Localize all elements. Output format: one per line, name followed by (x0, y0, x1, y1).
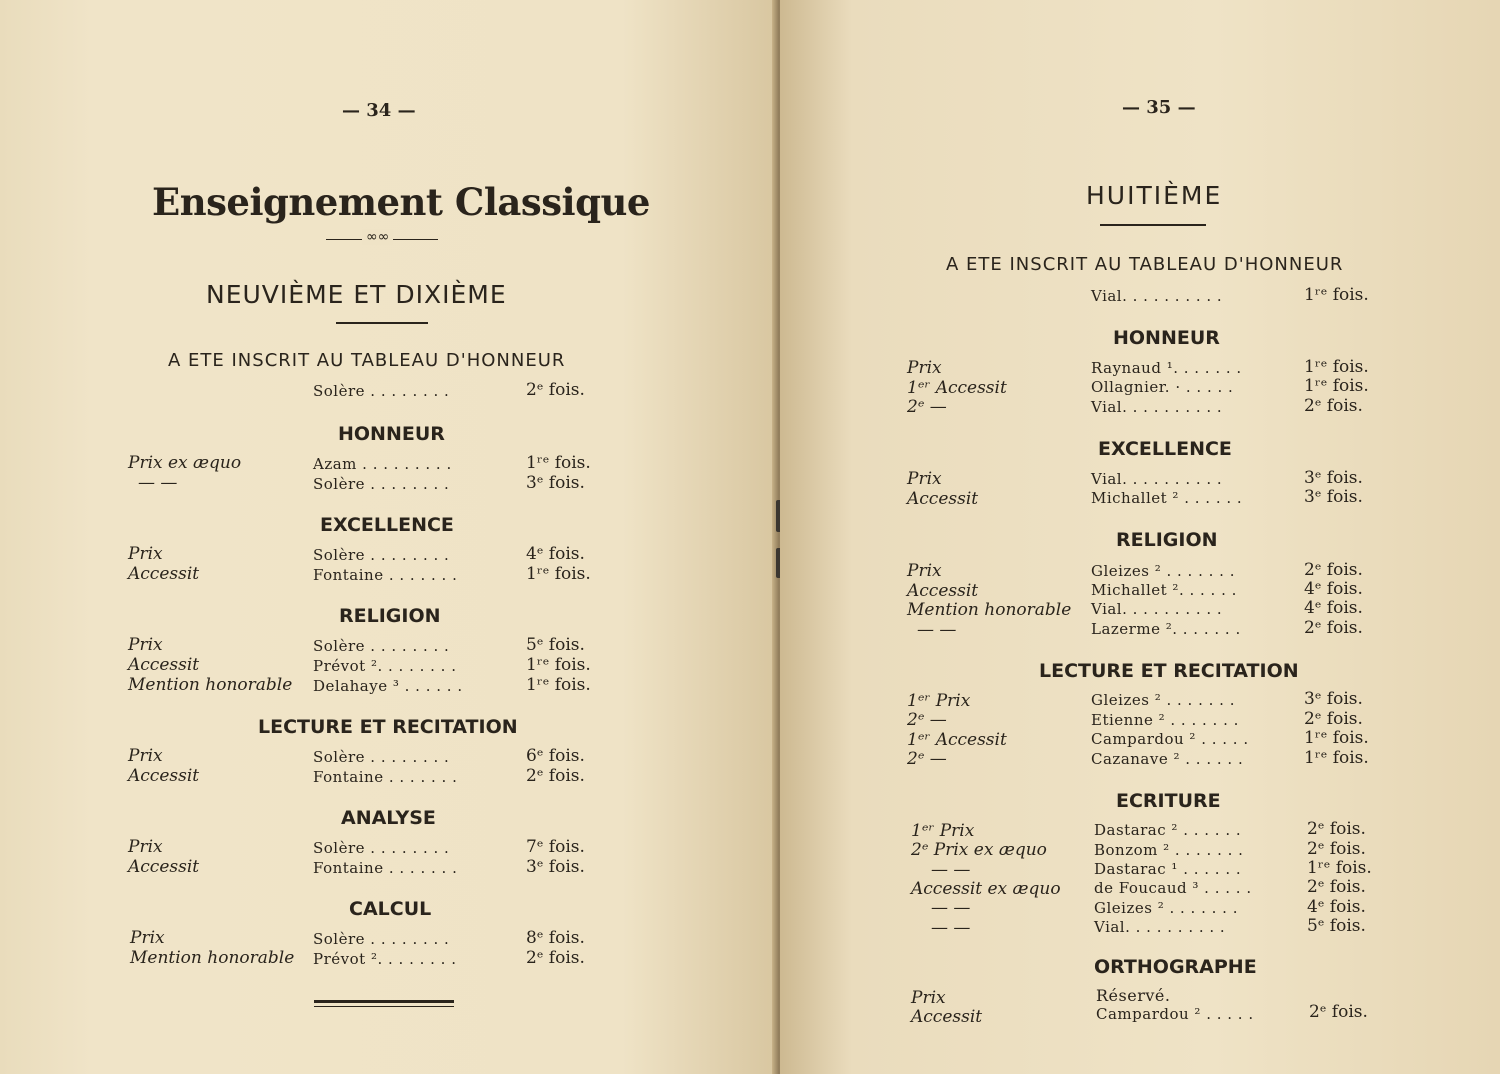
student-name: Fontaine . . . . . . . (313, 859, 458, 877)
student-name: Michallet ² . . . . . . (1091, 489, 1243, 507)
ornament-flourish: ∞∞ (362, 229, 393, 245)
award-label: 1ᵉʳ Accessit (907, 730, 1007, 750)
section-title: ECRITURE (1116, 790, 1221, 812)
award-label: Mention honorable (130, 948, 295, 968)
student-name: Campardou ² . . . . . (1096, 1005, 1254, 1023)
end-rule-thin (314, 1006, 454, 1007)
times-count: 1ʳᵉ fois. (1304, 748, 1369, 768)
award-label: Prix (907, 358, 942, 378)
times-count: 4ᵉ fois. (1307, 897, 1366, 917)
award-label: Prix (911, 988, 946, 1008)
award-label: — — (931, 898, 971, 918)
times-count: 2ᵉ fois. (1304, 709, 1363, 729)
student-name: Solère . . . . . . . . (313, 748, 450, 766)
times-count: 3ᵉ fois. (526, 857, 585, 877)
times-count: 2ᵉ fois. (1304, 396, 1363, 416)
heading-rule (1100, 224, 1206, 226)
award-label: Accessit (128, 766, 200, 786)
times-count: 2ᵉ fois. (1307, 877, 1366, 897)
award-label: — — (931, 918, 971, 938)
class-heading: NEUVIÈME ET DIXIÈME (206, 280, 507, 309)
student-name: Ollagnier. · . . . . . (1091, 378, 1234, 396)
student-name: Réservé. (1096, 986, 1171, 1005)
student-name: Vial. . . . . . . . . . (1094, 918, 1226, 936)
times-count: 3ᵉ fois. (1304, 487, 1363, 507)
award-label: Accessit (907, 489, 979, 509)
times-count: 1ʳᵉ fois. (1304, 728, 1369, 748)
award-label: — — (138, 473, 178, 493)
times-count: 1ʳᵉ fois. (526, 453, 591, 473)
tableau-text: A ETE INSCRIT AU TABLEAU D'HONNEUR (168, 350, 566, 371)
times-count: 2ᵉ fois. (1307, 839, 1366, 859)
award-label: Accessit ex æquo (911, 879, 1061, 899)
times-count: 2ᵉ fois. (526, 766, 585, 786)
student-name: Cazanave ² . . . . . . (1091, 750, 1244, 768)
award-label: 2ᵉ Prix ex æquo (911, 840, 1047, 860)
award-label: 2ᵉ — (907, 397, 947, 417)
student-name: Etienne ² . . . . . . . (1091, 711, 1239, 729)
page-title: Enseignement Classique (152, 180, 650, 224)
tableau-name: Solère . . . . . . . . (313, 382, 450, 400)
student-name: Fontaine . . . . . . . (313, 768, 458, 786)
student-name: Solère . . . . . . . . (313, 839, 450, 857)
times-count: 2ᵉ fois. (526, 948, 585, 968)
section-title: EXCELLENCE (1098, 438, 1232, 460)
award-label: 1ᵉʳ Prix (911, 821, 975, 841)
student-name: Solère . . . . . . . . (313, 546, 450, 564)
section-title: LECTURE ET RECITATION (1039, 660, 1299, 682)
times-count: 3ᵉ fois. (1304, 689, 1363, 709)
times-count: 1ʳᵉ fois. (526, 564, 591, 584)
award-label: Accessit (907, 581, 979, 601)
times-count: 5ᵉ fois. (1307, 916, 1366, 936)
student-name: Solère . . . . . . . . (313, 930, 450, 948)
section-title: EXCELLENCE (320, 514, 454, 536)
times-count: 4ᵉ fois. (1304, 598, 1363, 618)
times-count: 3ᵉ fois. (1304, 468, 1363, 488)
award-label: Prix (907, 561, 942, 581)
times-count: 4ᵉ fois. (1304, 579, 1363, 599)
heading-rule (336, 322, 428, 324)
student-name: Campardou ² . . . . . (1091, 730, 1249, 748)
times-count: 1ʳᵉ fois. (1304, 357, 1369, 377)
section-title: CALCUL (349, 898, 432, 920)
section-title: LECTURE ET RECITATION (258, 716, 518, 738)
section-title: ORTHOGRAPHE (1094, 956, 1257, 978)
student-name: Prévot ². . . . . . . . (313, 950, 457, 968)
student-name: Lazerme ². . . . . . . (1091, 620, 1241, 638)
student-name: Gleizes ² . . . . . . . (1091, 691, 1235, 709)
section-title: HONNEUR (1113, 327, 1220, 349)
student-name: Delahaye ³ . . . . . . (313, 677, 463, 695)
award-label: Mention honorable (907, 600, 1072, 620)
student-name: Vial. . . . . . . . . . (1091, 600, 1223, 618)
award-label: 1ᵉʳ Accessit (907, 378, 1007, 398)
student-name: Prévot ². . . . . . . . (313, 657, 457, 675)
award-label: 2ᵉ — (907, 710, 947, 730)
student-name: Bonzom ² . . . . . . . (1094, 841, 1244, 859)
student-name: Azam . . . . . . . . . (313, 455, 452, 473)
times-count: 2ᵉ fois. (1304, 618, 1363, 638)
award-label: Mention honorable (128, 675, 293, 695)
section-title: ANALYSE (341, 807, 436, 829)
student-name: Solère . . . . . . . . (313, 475, 450, 493)
award-label: Prix (907, 469, 942, 489)
award-label: Prix (130, 928, 165, 948)
award-label: Prix ex æquo (128, 453, 242, 473)
tableau-text: A ETE INSCRIT AU TABLEAU D'HONNEUR (946, 254, 1344, 275)
student-name: Michallet ². . . . . . (1091, 581, 1237, 599)
page-number: — 34 — (342, 100, 416, 121)
award-label: 1ᵉʳ Prix (907, 691, 971, 711)
award-label: Prix (128, 746, 163, 766)
award-label: 2ᵉ — (907, 749, 947, 769)
award-label: Accessit (911, 1007, 983, 1027)
times-count: 1ʳᵉ fois. (1304, 376, 1369, 396)
times-count: 1ʳᵉ fois. (1307, 858, 1372, 878)
times-count: 2ᵉ fois. (1307, 819, 1366, 839)
student-name: de Foucaud ³ . . . . . (1094, 879, 1252, 897)
student-name: Gleizes ² . . . . . . . (1091, 562, 1235, 580)
award-label: Prix (128, 544, 163, 564)
award-label: Prix (128, 635, 163, 655)
award-label: Accessit (128, 564, 200, 584)
award-label: Accessit (128, 857, 200, 877)
award-label: Prix (128, 837, 163, 857)
tableau-times: 1ʳᵉ fois. (1304, 285, 1369, 305)
section-title: HONNEUR (338, 423, 445, 445)
student-name: Dastarac ² . . . . . . (1094, 821, 1242, 839)
times-count: 2ᵉ fois. (1309, 1002, 1368, 1022)
student-name: Dastarac ¹ . . . . . . (1094, 860, 1242, 878)
times-count: 2ᵉ fois. (1304, 560, 1363, 580)
student-name: Gleizes ² . . . . . . . (1094, 899, 1238, 917)
student-name: Fontaine . . . . . . . (313, 566, 458, 584)
times-count: 6ᵉ fois. (526, 746, 585, 766)
section-title: RELIGION (1116, 529, 1218, 551)
section-title: RELIGION (339, 605, 441, 627)
right-page (780, 0, 1500, 1074)
student-name: Solère . . . . . . . . (313, 637, 450, 655)
student-name: Vial. . . . . . . . . . (1091, 398, 1223, 416)
times-count: 1ʳᵉ fois. (526, 655, 591, 675)
student-name: Vial. . . . . . . . . . (1091, 470, 1223, 488)
times-count: 3ᵉ fois. (526, 473, 585, 493)
times-count: 4ᵉ fois. (526, 544, 585, 564)
tableau-times: 2ᵉ fois. (526, 380, 585, 400)
end-rule (314, 1000, 454, 1003)
class-heading: HUITIÈME (1086, 181, 1223, 210)
tableau-name: Vial. . . . . . . . . . (1091, 287, 1223, 305)
page-number: — 35 — (1122, 97, 1196, 118)
award-label: Accessit (128, 655, 200, 675)
times-count: 7ᵉ fois. (526, 837, 585, 857)
times-count: 8ᵉ fois. (526, 928, 585, 948)
award-label: — — (931, 860, 971, 880)
times-count: 1ʳᵉ fois. (526, 675, 591, 695)
student-name: Raynaud ¹. . . . . . . (1091, 359, 1242, 377)
times-count: 5ᵉ fois. (526, 635, 585, 655)
award-label: — — (917, 620, 957, 640)
